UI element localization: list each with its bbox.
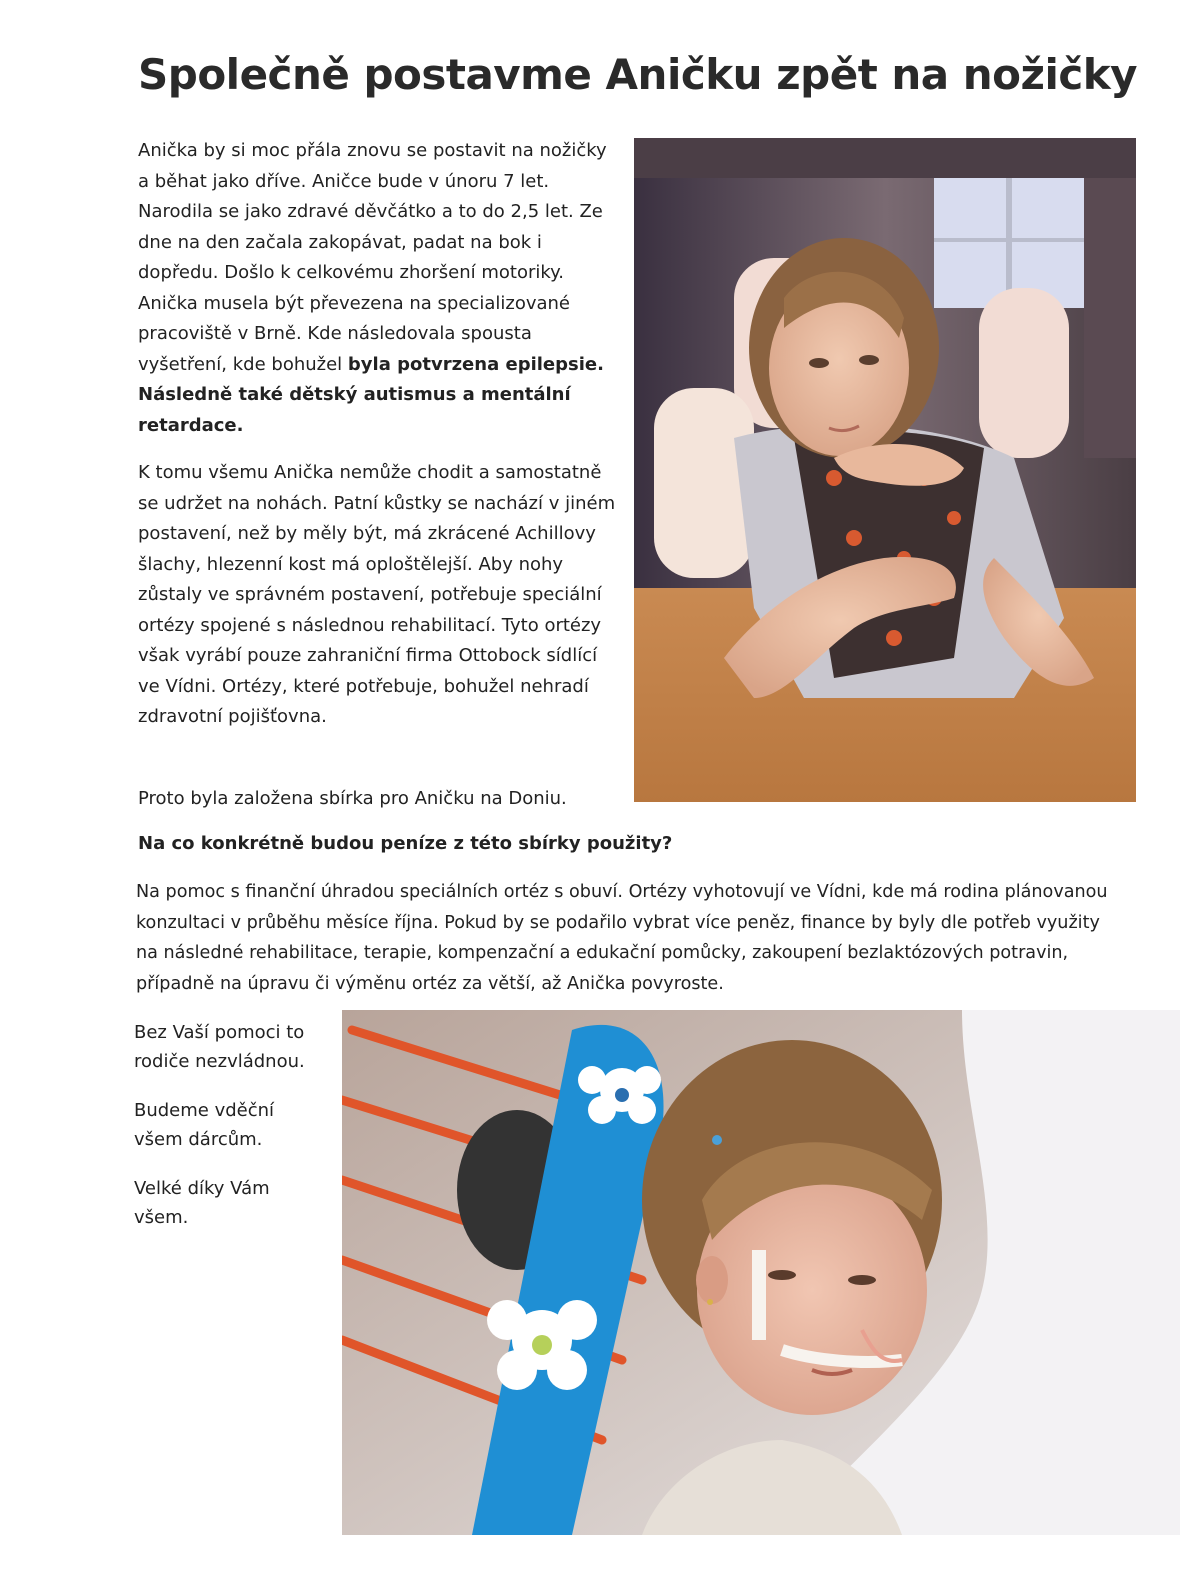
page-title: Společně postavme Aničku zpět na nožičky <box>138 50 1138 99</box>
closing-line-1: Bez Vaší pomoci to rodiče nezvládnou. <box>134 1022 305 1072</box>
paragraph-fundraiser: Proto byla založena sbírka pro Aničku na Doniu. <box>138 788 567 809</box>
closing-line-2: Budeme vděční všem dárcům. <box>134 1100 275 1150</box>
photo-girl-in-bed <box>342 1010 1180 1535</box>
intro-paragraph <box>138 136 608 441</box>
paragraph-usage: Na pomoc s finanční úhradou speciálních ortéz s obuví. Ortézy vyhotovují ve Vídni, kde má rodina plánovanou konzultaci v průběhu měsíce října. Pokud by se podařilo vybrat více peněz, finance by byly dle potřeb využity na následné rehabilitace, terapie, kompenzační a edukační pomůcky, zakoupení bezlaktózových potravin, případně na úpravu či výměnu ortéz za větší, až Anička povyroste. <box>136 882 1108 994</box>
paragraph-condition: K tomu všemu Anička nemůže chodit a samostatně se udržet na nohách. Patní kůstky se nachází v jiném postavení, než by měly být, má zkrácené Achillovy šlachy, hlezenní kost má oploštělejší. Aby nohy zůstaly ve správném postavení, potřebuje speciální ortézy spojené s následnou rehabilitací. Tyto ortézy však vyrábí pouze zahraniční firma Ottobock sídlící ve Vídni. Ortézy, které potřebuje, bohužel nehradí zdravotní pojišťovna. <box>138 462 616 727</box>
intro-text: Anička by si moc přála znovu se postavit na nožičky a běhat jako dříve. Aničce bude v únoru 7 let. Narodila se jako zdravé děvčátko a to do 2,5 let. Ze dne na den začala zakopávat, padat na bok i dopředu. Došlo k celkovému zhoršení motoriky. Anička musela být převezena na specializované pracoviště v Brně. Kde následovala spousta vyšetření, kde bohužel <box>138 140 607 375</box>
section-question: Na co konkrétně budou peníze z této sbírky použity? <box>138 833 673 854</box>
photo-girl-at-table <box>634 138 1136 802</box>
closing-line-3: Velké díky Vám všem. <box>134 1178 270 1228</box>
intro-bold-text: byla potvrzena epilepsie. Následně také dětský autismus a mentální retardace. <box>138 353 604 436</box>
